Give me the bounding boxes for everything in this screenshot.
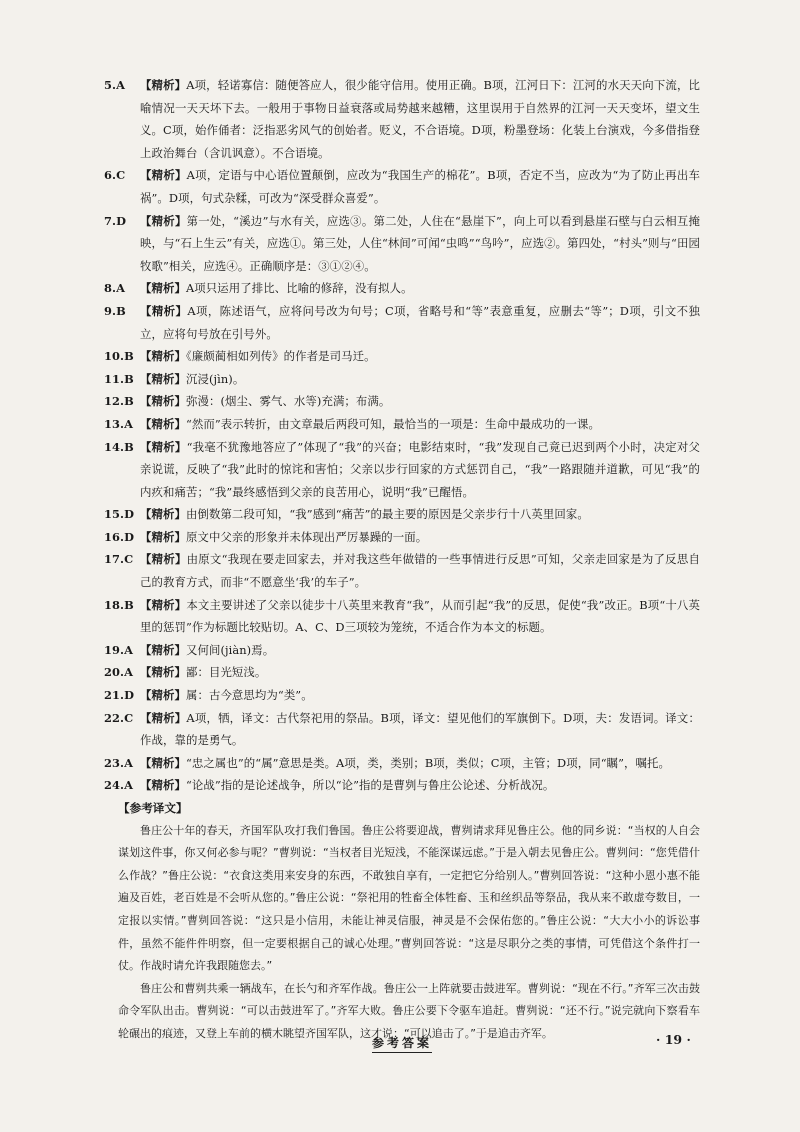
answer-item xyxy=(104,210,700,278)
answer-item xyxy=(104,345,700,368)
analysis-tag: 【精析】 xyxy=(140,778,186,793)
answer-explanation xyxy=(140,752,700,775)
answer-item xyxy=(104,594,700,639)
reference-title: 【参考译文】 xyxy=(118,801,188,815)
answer-explanation xyxy=(140,74,700,164)
answer-item xyxy=(104,774,700,797)
analysis-text: A项，定语与中心语位置颠倒，应改为“我国生产的棉花”。B项，否定不当，应改为“为了防止再出车祸”。D项，句式杂糅，可改为“深受群众喜爱”。 xyxy=(140,168,701,205)
analysis-text: 第一处，“溪边”与水有关，应选③。第二处，人住在“悬崖下”，向上可以看到悬崖石壁与白云相互掩映，与“石上生云”有关，应选①。第三处，人住“林间”可闻“虫鸣”“鸟吟”，应选②。第四处，“村头”则与“田园牧歌”相关，应选④。正确顺序是：③①②④。 xyxy=(140,213,700,273)
analysis-text: “然而”表示转折，由文章最后两段可知，最恰当的一项是：生命中最成功的一课。 xyxy=(185,416,600,431)
answer-explanation xyxy=(140,345,700,368)
answer-explanation xyxy=(140,526,700,549)
answer-explanation xyxy=(140,164,700,209)
answer-explanation xyxy=(140,436,700,504)
answer-explanation xyxy=(140,639,700,662)
answer-item xyxy=(104,436,700,504)
answer-number: 21.D xyxy=(104,688,135,703)
answer-item xyxy=(104,413,700,436)
answer-number: 16.D xyxy=(104,529,135,544)
answer-content xyxy=(104,74,700,1046)
reference-translation xyxy=(104,820,700,1046)
analysis-tag: 【精析】 xyxy=(140,213,187,228)
analysis-tag: 【精析】 xyxy=(140,303,188,318)
analysis-tag: 【精析】 xyxy=(140,597,187,612)
analysis-text: 由倒数第二段可知，“我”感到“痛苦”的最主要的原因是父亲步行十八英里回家。 xyxy=(185,507,589,522)
footer-label: 参考答案 xyxy=(372,1034,432,1053)
analysis-tag: 【精析】 xyxy=(140,688,186,703)
translation-paragraph: 鲁庄公十年的春天，齐国军队攻打我们鲁国。鲁庄公将要迎战，曹刿请求拜见鲁庄公。他的同乡说：“当权的人自会谋划这件事，你又何必参与呢？”曹刿说：“当权者目光短浅，不能深谋远虑。”于是入朝去见鲁庄公。曹刿问：“您凭借什么作战？”鲁庄公说：“衣食这类用来安身的东西，不敢独自享有，一定把它分给别人。”曹刿回答说：“这种小恩小惠不能遍及百姓，老百姓是不会听从您的。”鲁庄公说：“祭祀用的牲畜全体牲畜、玉和丝织品等祭品，我从来不敢虚夸数目，一定报以实情。”曹刿回答说：“这只是小信用，未能让神灵信服，神灵是不会保佑您的。”鲁庄公说：“大大小小的诉讼事件，虽然不能件件明察，但一定要根据自己的诚心处理。”曹刿回答说：“这是尽职分之类的事情，可凭借这个条件打一仗。作战时请允许我跟随您去。” xyxy=(118,823,700,973)
answer-explanation xyxy=(140,548,700,593)
analysis-tag: 【精析】 xyxy=(140,710,187,725)
analysis-text: 鄙：目光短浅。 xyxy=(185,665,267,680)
analysis-tag: 【精析】 xyxy=(140,755,186,770)
answer-number: 6.C xyxy=(104,168,126,183)
answer-number: 8.A xyxy=(104,281,126,296)
analysis-tag: 【精析】 xyxy=(140,665,186,680)
analysis-text: “忠之属也”的“属”意思是类。A项，类，类别；B项，类似；C项，主管；D项，同“瞩”，嘱托。 xyxy=(185,755,671,770)
analysis-text: 原文中父亲的形象并未体现出严厉暴躁的一面。 xyxy=(185,529,428,544)
answer-number: 13.A xyxy=(104,416,134,431)
analysis-tag: 【精析】 xyxy=(140,371,186,386)
answer-number: 9.B xyxy=(104,303,126,318)
answer-item xyxy=(104,368,700,391)
answer-item xyxy=(104,684,700,707)
analysis-text: 沉浸(jìn)。 xyxy=(185,371,245,386)
answer-number: 19.A xyxy=(104,642,134,657)
answer-explanation xyxy=(140,503,700,526)
analysis-tag: 【精析】 xyxy=(140,349,186,364)
analysis-text: “我毫不犹豫地答应了”体现了“我”的兴奋；电影结束时，“我”发现自己竟已迟到两个小时，决定对父亲说谎，反映了“我”此时的惊诧和害怕；父亲以步行回家的方式惩罚自己，“我”一路跟随并道歉，可见“我”的内疚和痛苦；“我”最终感悟到父亲的良苦用心，说明“我”已醒悟。 xyxy=(140,439,700,499)
answer-number: 15.D xyxy=(104,507,135,522)
answer-number: 5.A xyxy=(104,78,126,92)
answer-explanation xyxy=(140,684,700,707)
answer-number: 7.D xyxy=(104,213,127,228)
analysis-tag: 【精析】 xyxy=(140,507,186,522)
analysis-text: 本文主要讲述了父亲以徒步十八英里来教育“我”，从而引起“我”的反思，促使“我”改正。B项“十八英里的惩罚”作为标题比较贴切。A、C、D三项较为笼统，不适合作为本文的标题。 xyxy=(140,597,701,635)
answer-explanation xyxy=(140,300,700,345)
answer-item xyxy=(104,548,700,593)
analysis-text: 《廉颇蔺相如列传》的作者是司马迁。 xyxy=(185,349,376,364)
answer-number: 23.A xyxy=(104,755,134,770)
analysis-text: A项，陈述语气，应将问号改为句号；C项，省略号和“等”表意重复，应删去“等”；D项，引文不独立，应将句号放在引号外。 xyxy=(140,303,700,341)
answer-explanation xyxy=(140,277,700,300)
page-number: · 19 · xyxy=(656,1032,691,1047)
answer-item xyxy=(104,390,700,413)
analysis-text: A项只运用了排比、比喻的修辞，没有拟人。 xyxy=(185,281,413,296)
analysis-text: “论战”指的是论述战争，所以“论”指的是曹刿与鲁庄公论述、分析战况。 xyxy=(185,778,555,793)
analysis-text: 又何间(jiàn)焉。 xyxy=(185,642,275,657)
answer-number: 18.B xyxy=(104,597,134,612)
answer-number: 20.A xyxy=(104,665,134,680)
analysis-text: 由原文“我现在要走回家去，并对我这些年做错的一些事情进行反思”可知，父亲走回家是为了反思自己的教育方式，而非“不愿意坐‘我’的车子”。 xyxy=(140,552,700,590)
answer-item xyxy=(104,164,700,209)
answer-item xyxy=(104,639,700,662)
answer-explanation xyxy=(140,774,700,797)
answer-number: 14.B xyxy=(104,439,134,454)
translation-paragraph: 鲁庄公和曹刿共乘一辆战车，在长勺和齐军作战。鲁庄公一上阵就要击鼓进军。曹刿说：“现在不行。”齐军三次击鼓命令军队出击。曹刿说：“可以击鼓进军了。”齐军大败。鲁庄公要下令驱车追赶。曹刿说：“还不行。”说完就向下察看车轮碾出的痕迹，又登上车前的横木眺望齐国军队，这才说：“可以追击了。”于是追击齐军。 xyxy=(118,981,700,1040)
answer-item xyxy=(104,277,700,300)
analysis-tag: 【精析】 xyxy=(140,642,186,657)
answer-number: 17.C xyxy=(104,552,134,567)
analysis-text: 属：古今意思均为“类”。 xyxy=(185,688,313,703)
analysis-tag: 【精析】 xyxy=(140,168,187,183)
answer-explanation xyxy=(140,390,700,413)
answer-explanation xyxy=(140,594,700,639)
analysis-text: A项，牺，译文：古代祭祀用的祭品。B项，译文：望见他们的军旗倒下。D项，夫：发语词。译文：作战，靠的是勇气。 xyxy=(140,710,701,748)
answer-item xyxy=(104,752,700,775)
answer-item xyxy=(104,661,700,684)
answer-explanation xyxy=(140,368,700,391)
analysis-tag: 【精析】 xyxy=(140,394,186,409)
analysis-tag: 【精析】 xyxy=(140,439,187,454)
answer-item xyxy=(104,526,700,549)
answer-explanation xyxy=(140,210,700,278)
answer-number: 12.B xyxy=(104,394,134,409)
answer-explanation xyxy=(140,661,700,684)
answer-item xyxy=(104,300,700,345)
analysis-tag: 【精析】 xyxy=(140,281,186,296)
answer-list xyxy=(104,74,700,797)
answer-number: 10.B xyxy=(104,349,134,364)
answer-item xyxy=(104,74,700,164)
answer-explanation xyxy=(140,413,700,436)
analysis-tag: 【精析】 xyxy=(140,78,187,92)
answer-item xyxy=(104,503,700,526)
answer-number: 24.A xyxy=(104,778,134,793)
analysis-tag: 【精析】 xyxy=(140,529,186,544)
answer-item xyxy=(104,707,700,752)
answer-explanation xyxy=(140,707,700,752)
analysis-text: A项，轻诺寡信：随便答应人，很少能守信用。使用正确。B项，江河日下：江河的水天天向下流，比喻情况一天天坏下去。一般用于事物日益衰落或局势越来越糟，这里误用于自然界的江河一天天变坏，望文生义。C项，始作俑者：泛指恶劣风气的创始者。贬义，不合语境。D项，粉墨登场：化装上台演戏，今多借指登上政治舞台（含讥讽意）。不合语境。 xyxy=(140,78,700,160)
answer-number: 22.C xyxy=(104,710,134,725)
analysis-tag: 【精析】 xyxy=(140,552,187,567)
analysis-text: 弥漫：(烟尘、雾气、水等)充满；布满。 xyxy=(185,394,391,409)
answer-number: 11.B xyxy=(104,371,134,386)
analysis-tag: 【精析】 xyxy=(140,416,186,431)
